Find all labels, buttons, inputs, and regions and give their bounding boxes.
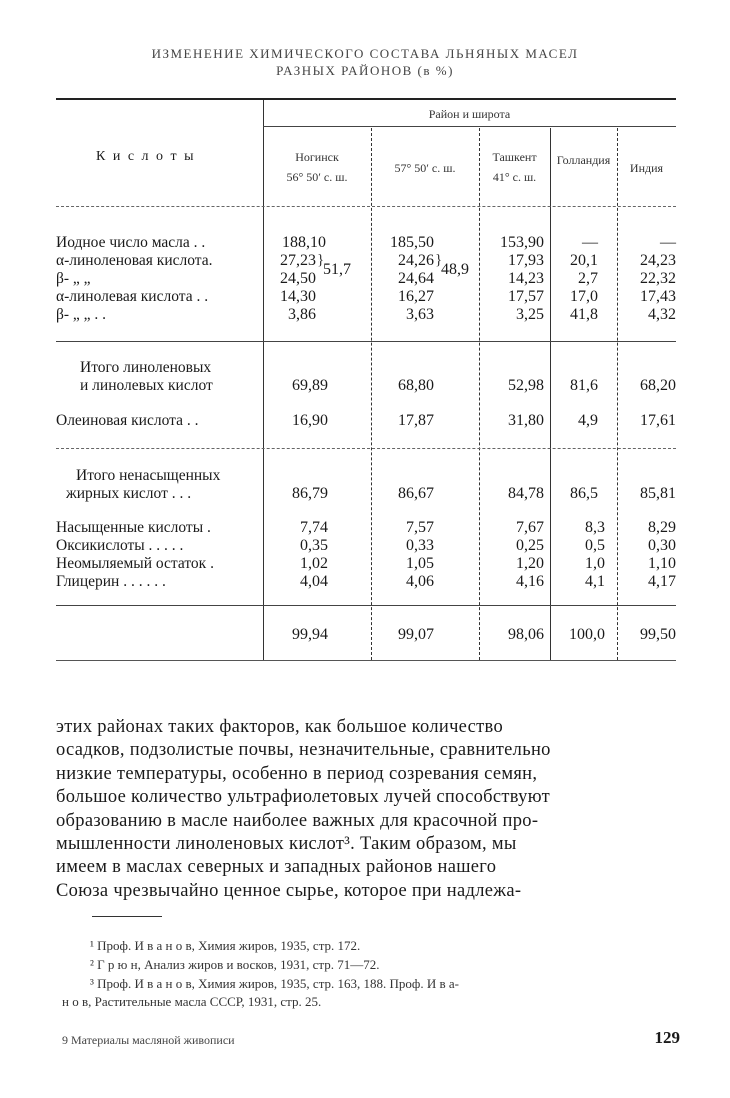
paragraph-line: низкие температуры, особенно в период созревания семян, [56, 763, 538, 784]
cell: 17,0 [570, 288, 598, 305]
cell: 4,1 [585, 573, 605, 590]
cell: 7,67 [516, 519, 544, 536]
cell: 17,43 [640, 288, 676, 305]
cell: 16,90 [292, 412, 328, 429]
col-header-noginsk: Ногинск [295, 150, 339, 164]
cell: 3,86 [288, 306, 316, 323]
cell: 86,5 [570, 485, 598, 502]
row-label-iodine: Иодное число масла . . [56, 234, 206, 251]
cell: 188,10 [282, 234, 326, 251]
cell: 16,27 [398, 288, 434, 305]
cell: 1,0 [585, 555, 605, 572]
cell: 41,8 [570, 306, 598, 323]
paragraph-line: осадков, подзолистые почвы, незначительные, сравнительно [56, 740, 551, 761]
cell: 17,87 [398, 412, 434, 429]
row-label-saturated: Насыщенные кислоты . [56, 519, 211, 536]
cell: — [660, 234, 676, 251]
cell: 99,07 [398, 626, 434, 643]
cell: 84,78 [508, 485, 544, 502]
cell: 22,32 [640, 270, 676, 287]
region-group-header: Район и широта [428, 107, 511, 121]
cell: 86,79 [292, 485, 328, 502]
paragraph-line: Союза чрезвычайно ценное сырье, которое при надлежа- [56, 880, 522, 901]
cell: 14,23 [508, 270, 544, 287]
paragraph-line: большое количество ультрафиолетовых лучей способствуют [56, 787, 550, 808]
cell: 17,93 [508, 252, 544, 269]
row-label-glycerin: Глицерин . . . . . . [56, 573, 166, 590]
cell: 69,89 [292, 377, 328, 394]
acids-header: К и с л о т ы [96, 149, 196, 164]
cell: 24,23 [640, 252, 676, 269]
printer-signature: 9 Материалы масляной живописи [62, 1033, 235, 1047]
paragraph-line: имеем в маслах северных и западных районов нашего [56, 857, 497, 878]
cell: 81,6 [570, 377, 598, 394]
cell: 8,29 [648, 519, 676, 536]
cell: 27,23 [280, 252, 316, 269]
cell: 31,80 [508, 412, 544, 429]
paragraph-line: этих районах таких факторов, как большое количество [56, 717, 503, 737]
cell: 7,57 [406, 519, 434, 536]
brace-sum: 51,7 [323, 261, 351, 278]
cell: 1,05 [406, 555, 434, 572]
col-header-noginsk-lat: 56° 50′ с. ш. [286, 170, 348, 184]
cell: 1,10 [648, 555, 676, 572]
row-label-b-linoleic: β- „ „ . . [56, 306, 107, 323]
cell: 4,9 [578, 412, 598, 429]
table-title: ИЗМЕНЕНИЕ ХИМИЧЕСКОГО СОСТАВА ЛЬНЯНЫХ МАСЕЛ [151, 46, 579, 61]
cell: 99,50 [640, 626, 676, 643]
cell: 4,17 [648, 573, 676, 590]
cell: 17,61 [640, 412, 676, 429]
table-bottom-rule [56, 660, 676, 661]
cell: 4,04 [300, 573, 328, 590]
col-header-holland: Голландия [556, 153, 611, 167]
cell: 0,5 [585, 537, 605, 554]
cell: 14,30 [280, 288, 316, 305]
cell: 3,63 [406, 306, 434, 323]
cell: 0,30 [648, 537, 676, 554]
paragraph-line: мышленности линоленовых кислот³. Таким образом, мы [56, 834, 517, 855]
cell: 7,74 [300, 519, 328, 536]
row-label-b-linolenic: β- „ „ [56, 270, 91, 287]
cell: 2,7 [578, 270, 598, 287]
row-label-a-linolenic: α-линоленовая кислота. [56, 252, 213, 269]
cell: 20,1 [570, 252, 598, 269]
footnote-rule [92, 916, 162, 917]
cell: 4,06 [406, 573, 434, 590]
cell: 98,06 [508, 626, 544, 643]
footnote-3-cont: н о в, Растительные масла СССР, 1931, стр. 25. [62, 994, 322, 1009]
row-label-total-lin-2: и линолевых кислот [80, 377, 213, 394]
cell: 99,94 [292, 626, 328, 643]
cell: — [582, 234, 598, 251]
row-label-total-lin-1: Итого линоленовых [80, 359, 212, 376]
cell: 100,0 [569, 626, 605, 643]
cell: 8,3 [585, 519, 605, 536]
cell: 24,50 [280, 270, 316, 287]
cell: 1,20 [516, 555, 544, 572]
row-label-a-linoleic: α-линолевая кислота . . [56, 288, 209, 305]
table-subtitle: РАЗНЫХ РАЙОНОВ (в %) [276, 63, 454, 78]
page-number: 129 [654, 1028, 680, 1047]
cell: 24,64 [398, 270, 434, 287]
row-label-unsat-2: жирных кислот . . . [66, 485, 192, 502]
cell: 85,81 [640, 485, 676, 502]
cell: 4,32 [648, 306, 676, 323]
row-label-unsaponifiable: Неомыляемый остаток . [56, 555, 214, 572]
row-label-oxyacids: Оксикислоты . . . . . [56, 537, 184, 554]
col-header-india: Индия [629, 161, 664, 175]
cell: 86,67 [398, 485, 434, 502]
cell: 4,16 [516, 573, 544, 590]
cell: 17,57 [508, 288, 544, 305]
cell: 24,26 [398, 252, 434, 269]
paragraph-line: образованию в масле наиболее важных для красочной про- [56, 810, 539, 831]
table-top-rule [56, 98, 676, 100]
col-header-57-lat: 57° 50′ с. ш. [394, 161, 456, 175]
cell: 68,20 [640, 377, 676, 394]
brace-sum: 48,9 [441, 261, 469, 278]
row-label-oleic: Олеиновая кислота . . [56, 412, 199, 429]
footnote-2: ² Г р ю н, Анализ жиров и восков, 1931, стр. 71—72. [90, 957, 380, 972]
footnote-3: ³ Проф. И в а н о в, Химия жиров, 1935, стр. 163, 188. Проф. И в а- [90, 976, 459, 991]
cell: 68,80 [398, 377, 434, 394]
cell: 185,50 [390, 234, 434, 251]
cell: 3,25 [516, 306, 544, 323]
cell: 0,35 [300, 537, 328, 554]
cell: 0,25 [516, 537, 544, 554]
col-header-tashkent: Ташкент [492, 150, 537, 164]
cell: 153,90 [500, 234, 544, 251]
brace-icon: } [435, 252, 443, 268]
body-paragraph [56, 716, 680, 903]
cell: 0,33 [406, 537, 434, 554]
row-label-unsat-1: Итого ненасыщенных [76, 467, 221, 484]
col-header-tashkent-lat: 41° с. ш. [492, 170, 537, 184]
cell: 52,98 [508, 377, 544, 394]
footnote-1: ¹ Проф. И в а н о в, Химия жиров, 1935, стр. 172. [90, 938, 361, 953]
cell: 1,02 [300, 555, 328, 572]
brace-icon: } [317, 252, 325, 268]
